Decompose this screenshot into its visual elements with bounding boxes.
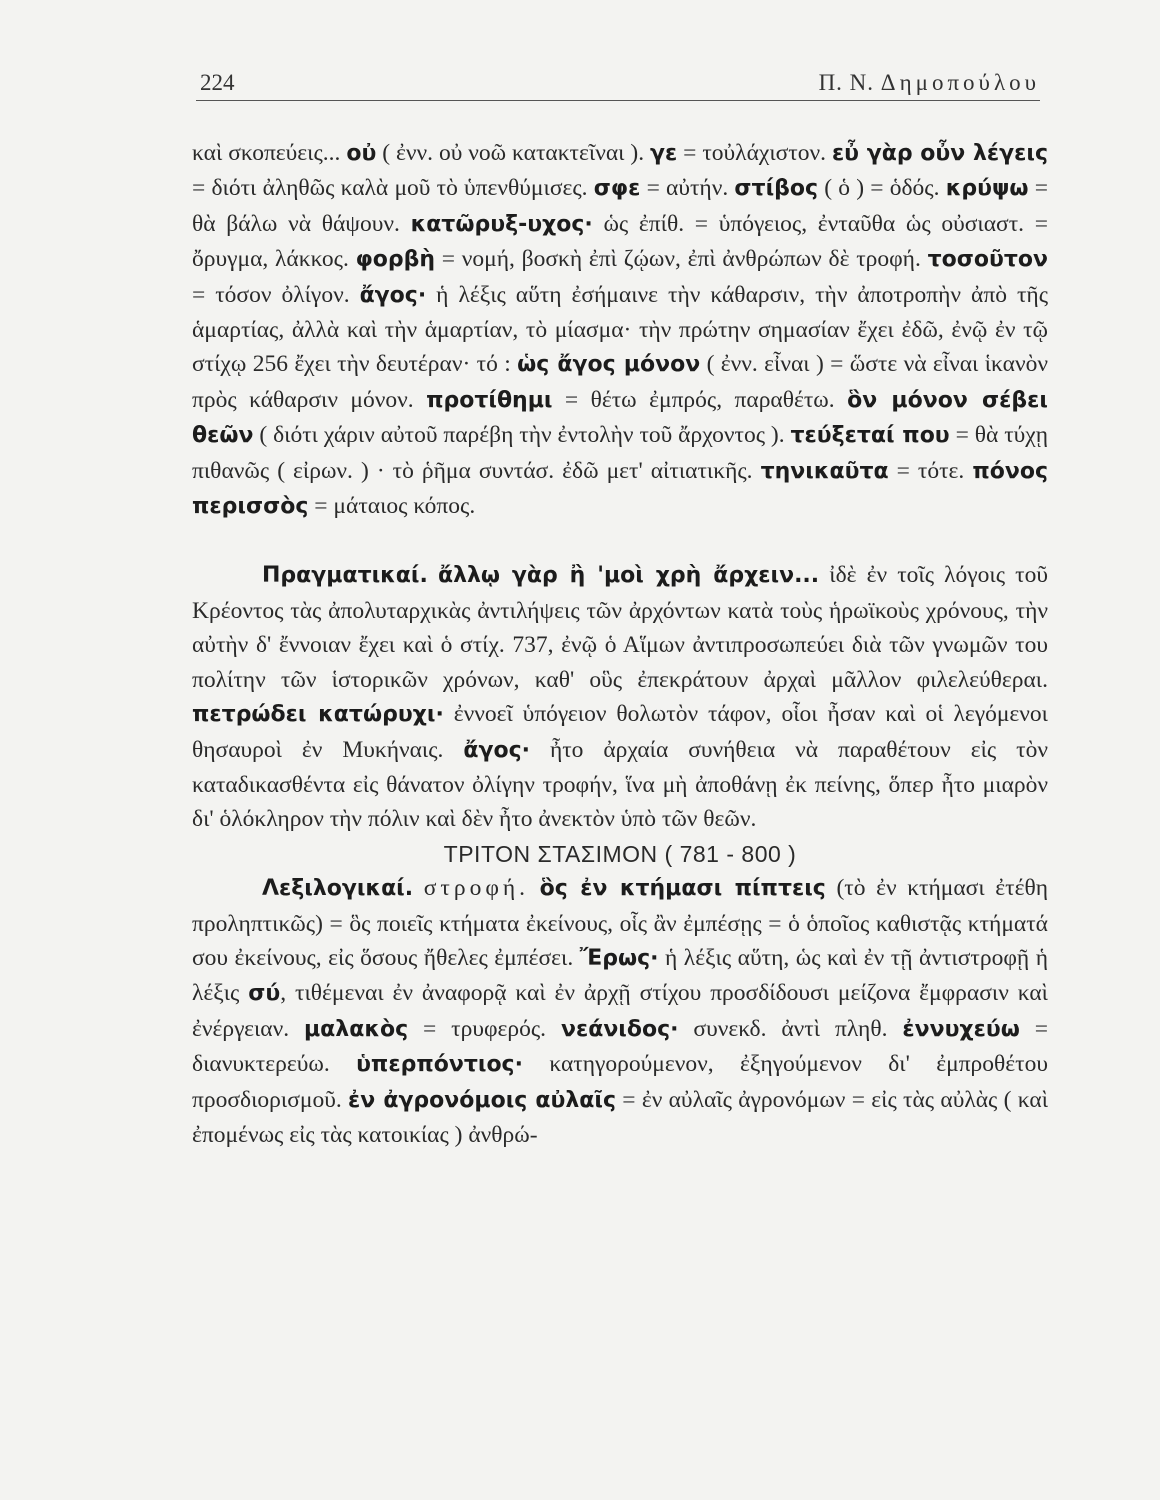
text-run: καὶ σκοπεύεις...: [192, 140, 347, 166]
text-run: ὡς ἐπίθ. = ὑπόγειος, ἐνταῦθα ὡς οὐσιαστ. = ὄρυγμα, λάκκος.: [192, 210, 1048, 273]
page-header: [196, 66, 1040, 101]
keyword: μαλακὸς: [303, 1016, 409, 1042]
keyword: ἄγος·: [463, 737, 530, 763]
keyword: γε: [650, 141, 678, 166]
keyword: στίβος: [734, 176, 819, 202]
keyword: πετρώδει κατώρυχι·: [192, 702, 444, 728]
text-run: , τιθέμεναι ἐν ἀναφορᾷ καὶ ἐν ἀρχῇ στίχου προσδίδουσι μείζονα ἔμφρασιν καὶ ἐνέργειαν.: [192, 980, 1048, 1042]
author-initials: Π. Ν.: [818, 70, 875, 95]
keyword: προτίθημι: [426, 387, 553, 413]
keyword: κατῶρυξ-υχος·: [410, 211, 593, 237]
keyword: σύ: [248, 981, 281, 1007]
text-run: (τὸ ἐν κτήμασι ἐτέθη προληπτικῶς) = ὃς ποιεῖς κτήματα ἐκείνους, οἷς ἂν ἐμπέσῃς = ὁ ὁποῖος καθιστᾷς κτήματά σου ἐκείνους, εἰς ὅσους ἤθελες ἐμπέσει.: [192, 875, 1049, 971]
keyword: ἐννυχεύω: [902, 1016, 1020, 1042]
keyword: ἄλλῳ γὰρ ἢ 'μοὶ χρὴ ἄρχειν...: [437, 563, 820, 589]
keyword: πόνος περισσὸς: [192, 458, 1048, 520]
keyword: νεάνιδος·: [560, 1016, 679, 1042]
body-text: [192, 136, 1048, 1152]
text-run: ( ἐνν. εἶναι ) = ὥστε νὰ εἶναι ἱκανὸν πρὸς κάθαρσιν μόνον.: [192, 351, 1048, 413]
section-title: ΤΡΙΤΟΝ ΣΤΑΣΙΜΟΝ ( 781 - 800 ): [443, 840, 797, 867]
text-run: = θὰ τύχῃ πιθανῶς ( εἰρων. ) · τὸ ῥῆμα συντάσ. ἐδῶ μετ' αἰτιατικῆς.: [192, 422, 1048, 484]
text-run: ἰδὲ ἐν τοῖς λόγοις τοῦ Κρέοντος τὰς ἀπολυταρχικὰς ἀντιλήψεις τῶν ἀρχόντων κατὰ τοὺς ἡρωϊκοὺς χρόνους, τὴν αὐτὴν δ' ἔννοιαν ἔχει καὶ ὁ στίχ. 737, ἐνῷ ὁ Αἵμων ἀντιπροσωπεύει διὰ τῶν γνωμῶν του πολίτην τῶν ἱστορικῶν χρόνων, καθ' οὓς ἐπεκράτουν ἀρχαὶ μᾶλλον φιλελεύθεραι.: [192, 562, 1048, 693]
author-surname: Δημοπούλου: [880, 70, 1040, 95]
keyword: Ἔρως·: [579, 945, 659, 971]
keyword: ἐν ἀγρονόμοις αὐλαῖς: [348, 1087, 617, 1113]
running-head: [819, 70, 1040, 96]
keyword: ἄγος·: [359, 282, 427, 308]
keyword: ὑπερπόντιος·: [356, 1052, 523, 1078]
keyword: τεύξεταί που: [790, 423, 950, 449]
text-run: = διανυκτερεύω.: [192, 1015, 1049, 1078]
keyword: φορβὴ: [355, 247, 436, 273]
text-run: ἐννοεῖ ὑπόγειον θολωτὸν τάφον, οἷοι ἦσαν καὶ οἱ λεγόμενοι θησαυροὶ ἐν Μυκήναις.: [192, 701, 1049, 763]
text-run: = τρυφερός.: [408, 1015, 561, 1042]
text-run: = τότε.: [888, 457, 973, 484]
paragraph-factual-notes: [192, 558, 1048, 836]
strophe-label: στροφή.: [423, 875, 530, 902]
keyword: οὐ: [346, 141, 377, 166]
keyword: κρύψω: [945, 176, 1029, 202]
text-run: ( ὁ ) = ὁδός.: [818, 175, 946, 202]
section-label: Λεξιλογικαί.: [262, 876, 414, 902]
text-run: ἡ λέξις αὕτη, ὡς καὶ ἐν τῇ ἀντιστροφῇ ἡ λέξις: [192, 944, 1048, 1007]
keyword: εὖ γὰρ οὖν λέγεις: [831, 141, 1048, 166]
text-run: ( διότι χάριν αὐτοῦ παρέβη τὴν ἐντολὴν τοῦ ἄρχοντος ).: [253, 422, 791, 449]
text-run: ἦτο ἀρχαία συνήθεια νὰ παραθέτουν εἰς τὸν καταδικασθέντα εἰς θάνατον ὀλίγην τροφήν, ἵνα μὴ ἀποθάνῃ ἐκ πείνης, ὅπερ ἦτο μιαρὸν δι' ὁλόκληρον τὴν πόλιν καὶ δὲν ἦτο ἀνεκτὸν ὑπὸ τῶν θεῶν.: [192, 736, 1048, 833]
text-run: = αὐτήν.: [640, 175, 735, 202]
text-run: ἡ λέξις αὕτη ἐσήμαινε τὴν κάθαρσιν, τὴν ἀποτροπὴν ἀπὸ τῆς ἁμαρτίας, ἀλλὰ καὶ τὴν ἁμαρτίαν, τὸ μίασμα· τὴν πρώτην σημασίαν ἔχει ἐδῶ, ἐνῷ ἐν τῷ στίχῳ 256 ἔχει τὴν δευτέραν· τό :: [192, 281, 1049, 378]
page-number: 224: [200, 70, 235, 95]
text-run: = ἐν αὐλαῖς ἀγρονόμων = εἰς τὰς αὐλὰς ( καὶ ἐπομένως εἰς τὰς κατοικίας ) ἀνθρώ-: [192, 1086, 1049, 1148]
keyword: σφε: [593, 176, 641, 202]
text-run: = νομή, βοσκὴ ἐπὶ ζῴων, ἐπὶ ἀνθρώπων δὲ τροφή.: [435, 246, 928, 273]
keyword: τηνικαῦτα: [760, 458, 889, 484]
keyword: ὃν μόνον σέβει θεῶν: [192, 387, 1048, 449]
keyword: ὃς ἐν κτήμασι πίπτεις: [539, 876, 826, 902]
keyword: ὡς ἄγος μόνον: [517, 352, 701, 378]
text-run: = διότι ἀληθῶς καλὰ μοῦ τὸ ὑπενθύμισες.: [192, 175, 594, 202]
text-run: συνεκδ. ἀντὶ πληθ.: [678, 1015, 903, 1042]
paragraph-lexical-notes: [192, 136, 1048, 524]
text-run: κατηγορούμενον, ἐξηγούμενον δι' ἐμπροθέτου προσδιορισμοῦ.: [192, 1051, 1048, 1113]
text-run: = τοὐλάχιστον.: [677, 140, 832, 166]
paragraph-third-stasimon: [192, 871, 1048, 1152]
section-label: Πραγματικαί.: [262, 563, 428, 589]
text-run: ( ἐνν. οὐ νοῶ κατακτεῖναι ).: [376, 140, 651, 166]
text-run: = μάταιος κόπος.: [308, 493, 476, 520]
text-run: = θέτω ἐμπρός, παραθέτω.: [552, 386, 848, 413]
keyword: τοσοῦτον: [927, 247, 1048, 273]
text-run: = τόσον ὀλίγον.: [192, 281, 360, 308]
text-run: = θὰ βάλω νὰ θάψουν.: [192, 175, 1048, 237]
